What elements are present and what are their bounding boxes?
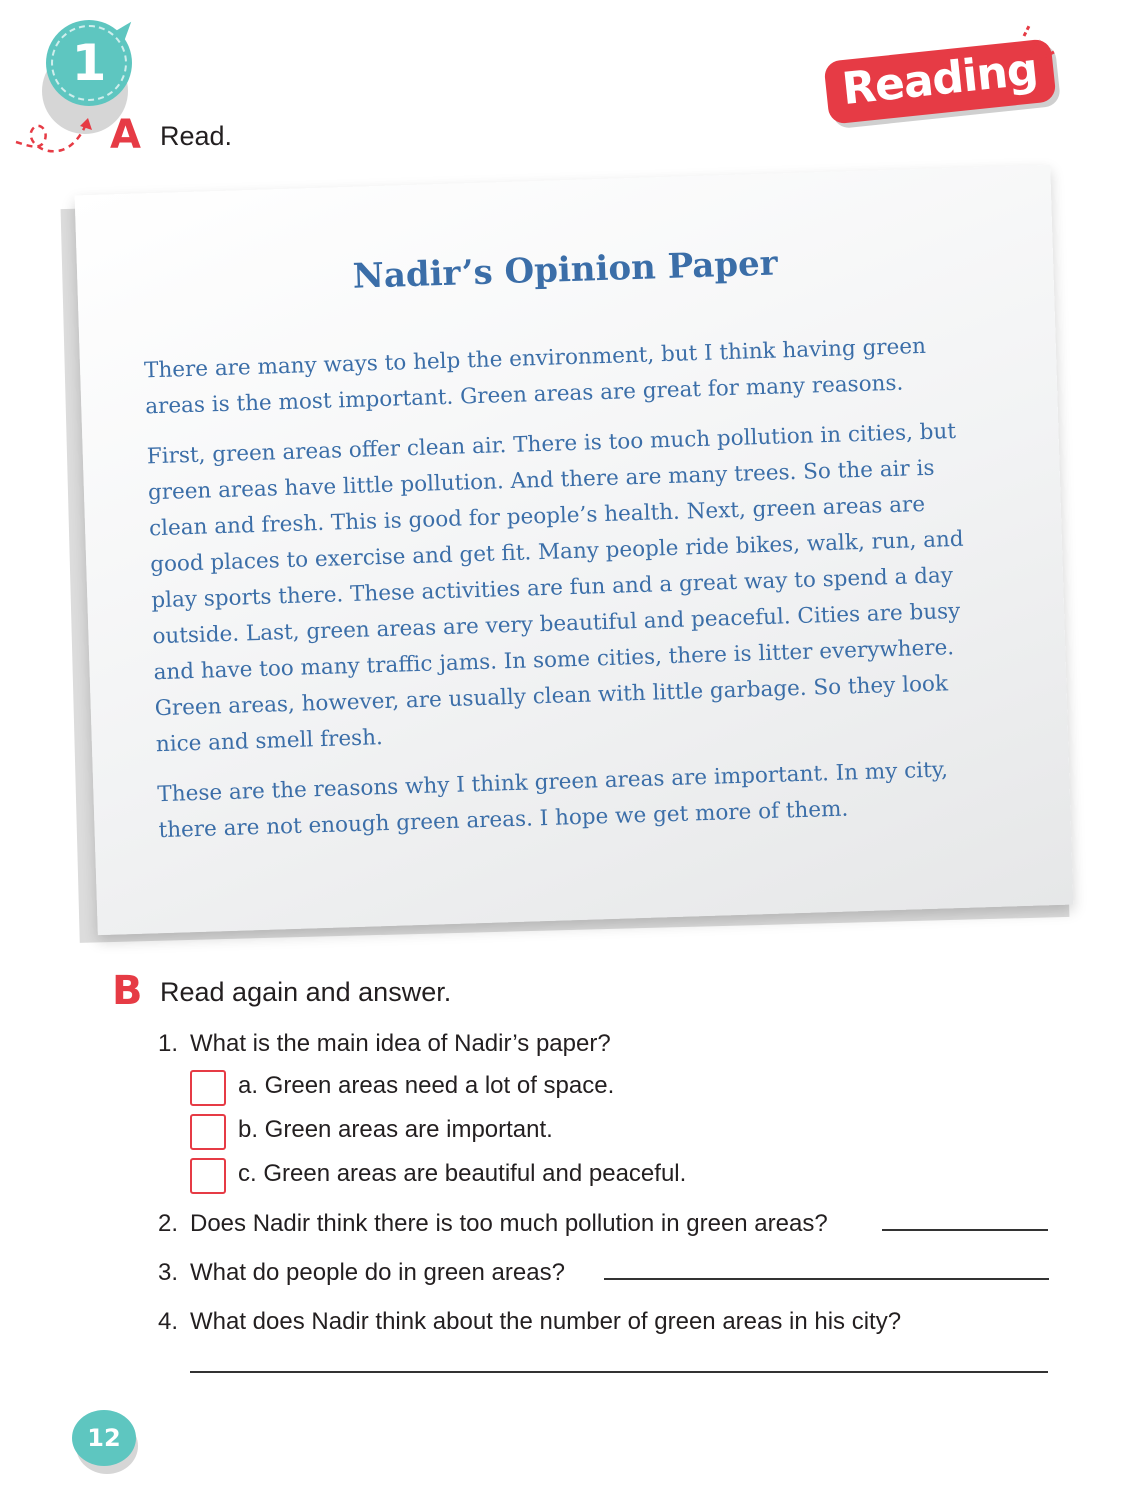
question-4: [158, 1308, 901, 1336]
question-number: 2.: [158, 1210, 179, 1237]
answer-line-2[interactable]: [882, 1229, 1048, 1231]
page-number: 12: [72, 1410, 136, 1466]
question-1: [158, 1030, 611, 1058]
dashed-loop-arrow-icon: [14, 112, 104, 162]
option-b-label: b. Green areas are important.: [238, 1116, 553, 1143]
question-2: [158, 1210, 828, 1238]
page-number-badge: [72, 1410, 142, 1474]
option-a-label: a. Green areas need a lot of space.: [238, 1072, 615, 1099]
option-a-checkbox[interactable]: [190, 1070, 226, 1106]
paper-paragraph: There are many ways to help the environment, but I think having green areas is the most important. Green areas are great for many reasons.: [143, 333, 927, 420]
question-text: Does Nadir think there is too much pollution in green areas?: [190, 1210, 828, 1237]
answer-line-3[interactable]: [604, 1278, 1049, 1280]
question-text: What do people do in green areas?: [190, 1259, 565, 1286]
unit-badge: [40, 18, 140, 118]
reading-label: Reading: [823, 38, 1056, 124]
question-text: What does Nadir think about the number of green areas in his city?: [190, 1308, 902, 1335]
opinion-paper: [75, 165, 1074, 935]
option-c-label: c. Green areas are beautiful and peaceful.: [238, 1160, 687, 1187]
option-b-checkbox[interactable]: [190, 1114, 226, 1150]
section-b-instruction: Read again and answer.: [160, 977, 452, 1007]
paper-body: [144, 327, 990, 863]
unit-number: 1: [71, 34, 107, 92]
sparkle-rays-icon: [1020, 20, 1070, 70]
paper-paragraph: These are the reasons why I think green areas are important. In my city, there are not enough green areas. I hope we get more of them.: [157, 757, 949, 844]
question-number: 1.: [158, 1030, 179, 1057]
paper-paragraph: First, green areas offer clean air. There is too much pollution in cities, but green areas have little pollution. And there are many trees. So the air is clean and fresh. This is good for people’s health. Next, green areas are good places to exercise and get fit. Many people ride bikes, walk, run, and play sports there. These activities are fun and a great way to spend a day outside. Last, green areas are very beautiful and peaceful. Cities are busy and have too many traffic jams. In some cities, there is litter everywhere. Green areas, however, are usually clean with little garbage. So they look nice and smell fresh.: [146, 418, 964, 758]
section-b-letter: B: [112, 968, 143, 1014]
question-3: [158, 1259, 565, 1287]
section-a-instruction: Read.: [160, 121, 233, 151]
paper-title: Nadir’s Opinion Paper: [352, 243, 779, 297]
question-number: 3.: [158, 1259, 179, 1286]
answer-line-4[interactable]: [190, 1371, 1048, 1373]
section-a-letter: A: [110, 112, 141, 158]
question-text: What is the main idea of Nadir’s paper?: [190, 1030, 611, 1057]
question-number: 4.: [158, 1308, 179, 1335]
option-c-checkbox[interactable]: [190, 1158, 226, 1194]
